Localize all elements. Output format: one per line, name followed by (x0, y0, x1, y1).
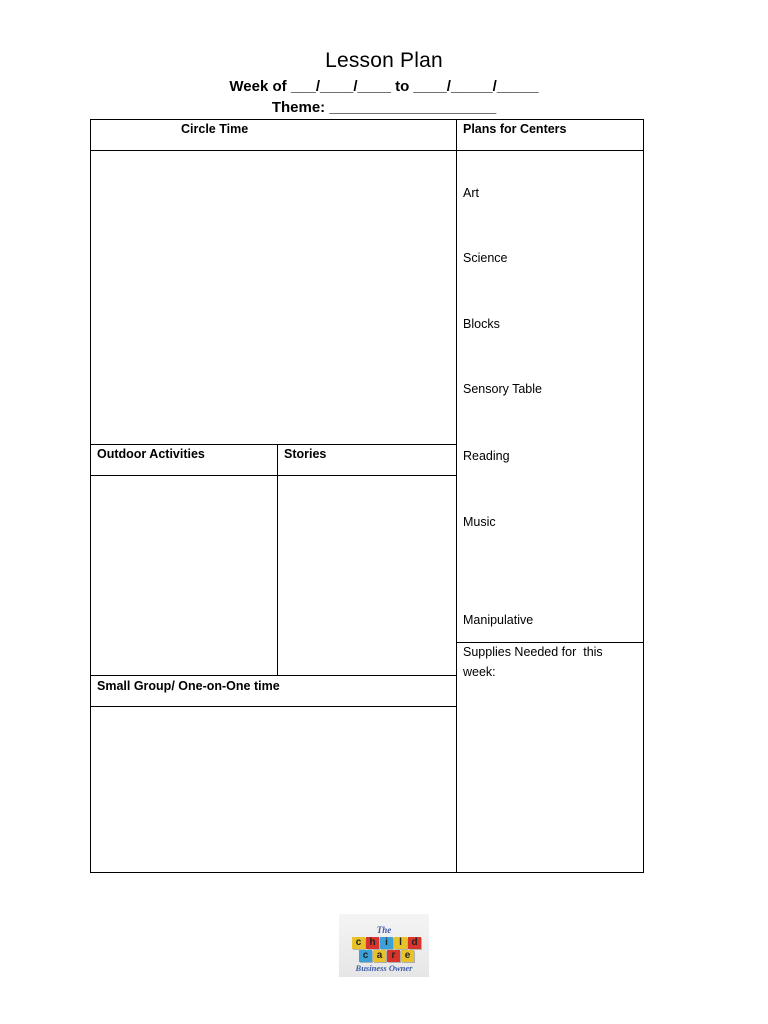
logo-block: a (373, 950, 386, 962)
logo-block: d (408, 937, 421, 949)
logo-block: r (387, 950, 400, 962)
table-border-left (90, 119, 91, 873)
logo-block: l (394, 937, 407, 949)
logo-block: c (359, 950, 372, 962)
child-care-business-owner-logo (339, 914, 429, 977)
logo-business-owner-text: Business Owner (355, 963, 413, 973)
logo-block: c (352, 937, 365, 949)
small-group-row-divider (90, 706, 457, 707)
outdoor-activities-header: Outdoor Activities (97, 447, 205, 461)
stories-header: Stories (284, 447, 327, 461)
outdoor-stories-divider (277, 444, 278, 676)
outdoor-row-top (90, 444, 457, 445)
table-border-top (90, 119, 644, 120)
center-blocks: Blocks (463, 317, 500, 331)
center-science: Science (463, 251, 508, 265)
header-row-divider (90, 150, 644, 151)
supplies-needed-label-2: week: (463, 665, 496, 679)
table-border-right (643, 119, 644, 873)
logo-the-text: The (376, 925, 392, 935)
center-manipulative: Manipulative (463, 613, 534, 627)
theme-line: Theme: ____________________ (271, 99, 497, 116)
small-group-header: Small Group/ One-on-One time (97, 679, 280, 693)
circle-time-header: Circle Time (181, 122, 249, 136)
logo-block: e (401, 950, 414, 962)
center-music: Music (463, 515, 496, 529)
plans-for-centers-header: Plans for Centers (463, 122, 567, 136)
logo-block: h (366, 937, 379, 949)
supplies-needed-label: Supplies Needed for this (463, 645, 603, 659)
center-sensory-table: Sensory Table (463, 382, 542, 396)
week-of-line: Week of ___/____/____ to ____/_____/_____ (229, 78, 539, 95)
page-title: Lesson Plan (325, 49, 443, 72)
outdoor-row-divider (90, 475, 457, 476)
center-reading: Reading (463, 449, 510, 463)
supplies-row-top (456, 642, 644, 643)
column-divider (456, 119, 457, 873)
center-art: Art (463, 186, 479, 200)
table-border-bottom (90, 872, 644, 873)
logo-block: i (380, 937, 393, 949)
small-group-row-top (90, 675, 457, 676)
